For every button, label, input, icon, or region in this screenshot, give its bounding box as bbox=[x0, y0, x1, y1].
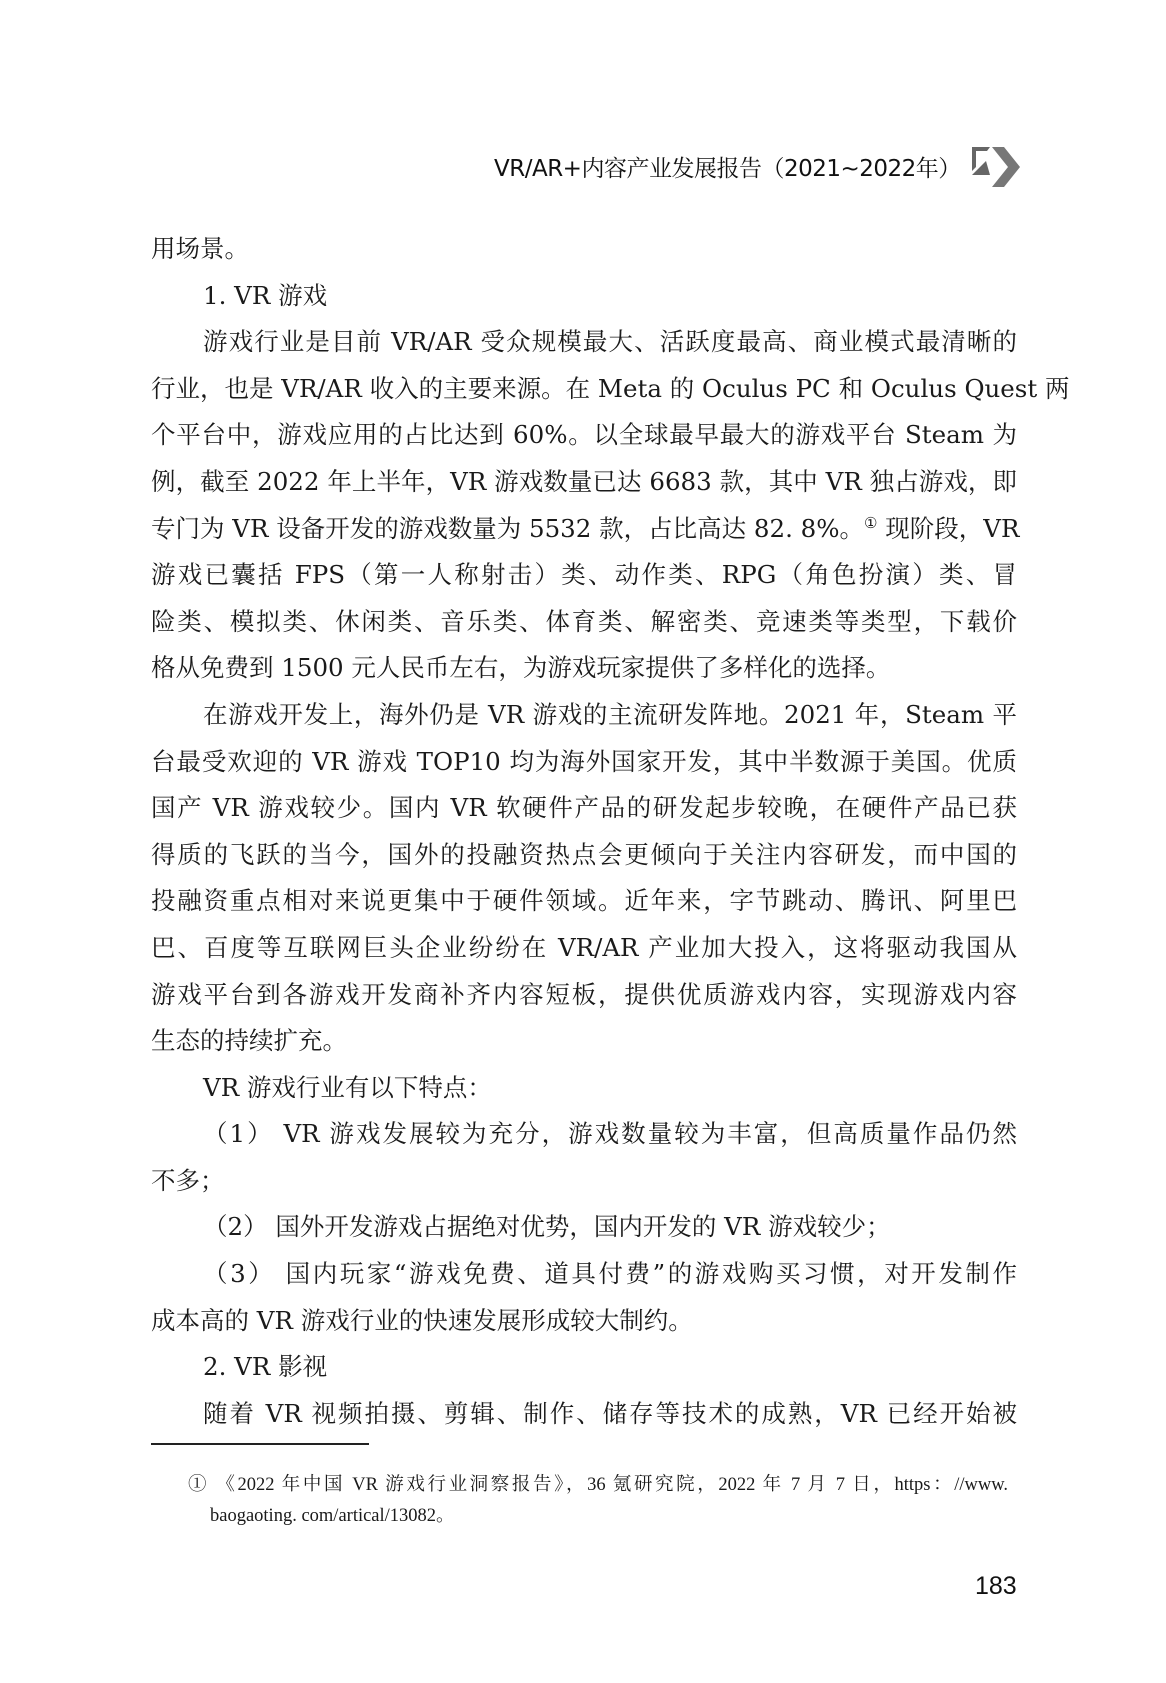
book-logo-icon bbox=[970, 145, 1022, 187]
text-line bbox=[151, 739, 1017, 786]
line-text: 得质的飞跃的当今，国外的投融资热点会更倾向于关注内容研发，而中国的 bbox=[151, 839, 1017, 869]
text-line bbox=[151, 319, 1017, 366]
line-text: VR 游戏行业有以下特点： bbox=[203, 1072, 492, 1102]
footnote-line-2: baogaoting. com/artical/13082。 bbox=[210, 1506, 455, 1526]
line-text: （2） 国外开发游戏占据绝对优势，国内开发的 VR 游戏较少； bbox=[203, 1212, 891, 1242]
text-line bbox=[151, 972, 1017, 1019]
line-text: 个平台中，游戏应用的占比达到 60%。以全球最早最大的游戏平台 Steam 为 bbox=[151, 420, 1017, 450]
line-text: 专门为 VR 设备开发的游戏数量为 5532 款，占比高达 82. 8%。 bbox=[151, 513, 865, 543]
line-text: 投融资重点相对来说更集中于硬件领域。近年来，字节跳动、腾讯、阿里巴 bbox=[151, 886, 1017, 916]
text-line bbox=[151, 459, 1017, 506]
body-text bbox=[151, 226, 1070, 1437]
line-text: 成本高的 VR 游戏行业的快速发展形成较大制约。 bbox=[151, 1305, 693, 1335]
line-text: 游戏已囊括 FPS（第一人称射击）类、动作类、RPG（角色扮演）类、冒 bbox=[151, 560, 1017, 590]
text-line bbox=[151, 785, 1017, 832]
line-text: 在游戏开发上，海外仍是 VR 游戏的主流研发阵地。2021 年，Steam 平 bbox=[203, 699, 1017, 729]
line-text: 格从免费到 1500 元人民币左右，为游戏玩家提供了多样化的选择。 bbox=[151, 653, 891, 683]
line-text: 国产 VR 游戏较少。国内 VR 软硬件产品的研发起步较晚，在硬件产品已获 bbox=[151, 793, 1017, 823]
footnote-reference[interactable]: ① bbox=[864, 513, 878, 532]
footnote-text: 《2022 年中国 VR 游戏行业洞察报告》，36 氪研究院，2022 年 7 月 7 日，https：//www. bbox=[216, 1475, 1009, 1495]
text-line bbox=[151, 226, 1017, 273]
line-text: 不多； bbox=[151, 1165, 225, 1195]
footnote-separator bbox=[151, 1443, 369, 1445]
line-text: （3） 国内玩家“游戏免费、道具付费”的游戏购买习惯，对开发制作 bbox=[203, 1259, 1017, 1289]
text-line bbox=[151, 878, 1017, 925]
line-text: 险类、模拟类、休闲类、音乐类、体育类、解密类、竞速类等类型，下载价 bbox=[151, 606, 1017, 636]
text-line bbox=[151, 1065, 1017, 1112]
text-line bbox=[151, 552, 1017, 599]
text-line bbox=[151, 645, 1017, 692]
text-line bbox=[151, 1158, 1017, 1205]
line-text: 游戏平台到各游戏开发商补齐内容短板，提供优质游戏内容，实现游戏内容 bbox=[151, 979, 1017, 1009]
page-number: 183 bbox=[975, 1572, 1017, 1600]
line-text: 台最受欢迎的 VR 游戏 TOP10 均为海外国家开发，其中半数源于美国。优质 bbox=[151, 746, 1017, 776]
text-line bbox=[151, 832, 1017, 879]
line-text: 2. VR 影视 bbox=[203, 1352, 328, 1382]
text-line bbox=[151, 273, 1017, 320]
text-line bbox=[151, 1344, 1017, 1391]
footnote-marker: ① bbox=[188, 1475, 210, 1495]
line-text: 游戏行业是目前 VR/AR 受众规模最大、活跃度最高、商业模式最清晰的 bbox=[203, 327, 1017, 357]
line-text: （1） VR 游戏发展较为充分，游戏数量较为丰富，但高质量作品仍然 bbox=[203, 1119, 1017, 1149]
text-line bbox=[151, 1204, 1017, 1251]
text-line bbox=[151, 366, 1070, 413]
text-line bbox=[151, 925, 1017, 972]
line-text: 现阶段，VR bbox=[877, 513, 1020, 543]
text-line bbox=[151, 1111, 1017, 1158]
footnote-line-1 bbox=[188, 1470, 1008, 1501]
line-text: 1. VR 游戏 bbox=[203, 280, 328, 310]
text-line bbox=[151, 1251, 1017, 1298]
line-text: 例，截至 2022 年上半年，VR 游戏数量已达 6683 款，其中 VR 独占游戏，即 bbox=[151, 466, 1017, 496]
footnote bbox=[188, 1470, 1008, 1532]
text-line bbox=[151, 599, 1017, 646]
line-text: 巴、百度等互联网巨头企业纷纷在 VR/AR 产业加大投入，这将驱动我国从 bbox=[151, 932, 1017, 962]
line-text: 生态的持续扩充。 bbox=[151, 1026, 347, 1056]
text-line bbox=[151, 692, 1017, 739]
text-line bbox=[151, 1018, 1017, 1065]
text-line bbox=[151, 1391, 1017, 1438]
line-text: 随着 VR 视频拍摄、剪辑、制作、储存等技术的成熟，VR 已经开始被 bbox=[203, 1398, 1017, 1428]
text-line bbox=[151, 412, 1017, 459]
line-text: 用场景。 bbox=[151, 234, 249, 263]
line-text: 行业，也是 VR/AR 收入的主要来源。在 Meta 的 Oculus PC 和 Oculus Quest 两 bbox=[151, 373, 1070, 403]
text-line bbox=[151, 506, 1020, 553]
running-header: VR/AR+内容产业发展报告（2021~2022年） bbox=[494, 156, 961, 182]
text-line bbox=[151, 1298, 1017, 1345]
